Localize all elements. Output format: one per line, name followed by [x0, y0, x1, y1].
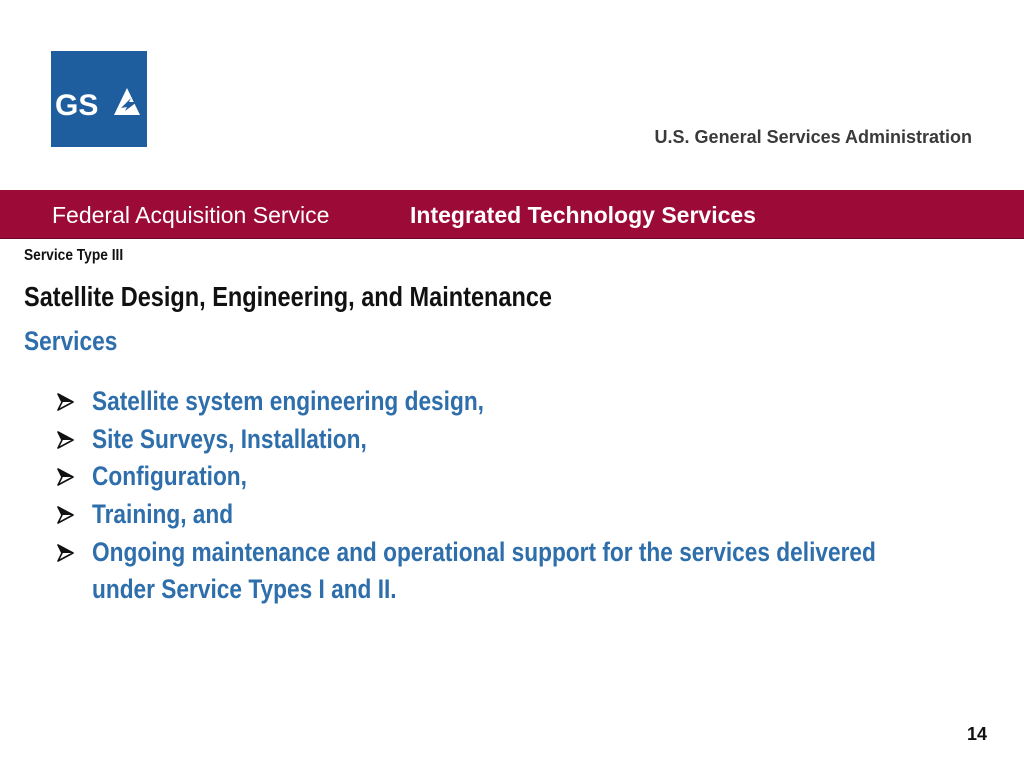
header-banner [0, 190, 1024, 239]
list-item-text: Configuration, [92, 461, 247, 492]
arrow-bullet-icon [56, 506, 74, 524]
gsa-logo [51, 51, 147, 147]
list-item-text: Satellite system engineering design, [92, 386, 484, 416]
gsa-logo-icon [51, 51, 147, 147]
arrow-bullet-icon [56, 544, 74, 562]
list-item-text: Training, and [92, 499, 234, 530]
page-number: 14 [967, 724, 988, 744]
banner-service-name: Federal Acquisition Service [52, 202, 330, 228]
agency-name: U.S. General Services Administration [654, 127, 972, 147]
svg-text:GS: GS [55, 89, 99, 122]
banner-program-name: Integrated Technology Services [410, 202, 756, 228]
section-kicker: Service Type III [24, 247, 124, 264]
list-item-text: Site Surveys, Installation, [92, 423, 367, 454]
arrow-bullet-icon [56, 468, 74, 486]
arrow-bullet-icon [56, 431, 74, 449]
slide-subtitle: Services [24, 326, 118, 356]
list-item-text: Ongoing maintenance and operational support for the services delivered under Service Types I and II. [92, 536, 876, 605]
arrow-bullet-icon [56, 393, 74, 411]
slide-title: Satellite Design, Engineering, and Maintenance [24, 281, 553, 312]
